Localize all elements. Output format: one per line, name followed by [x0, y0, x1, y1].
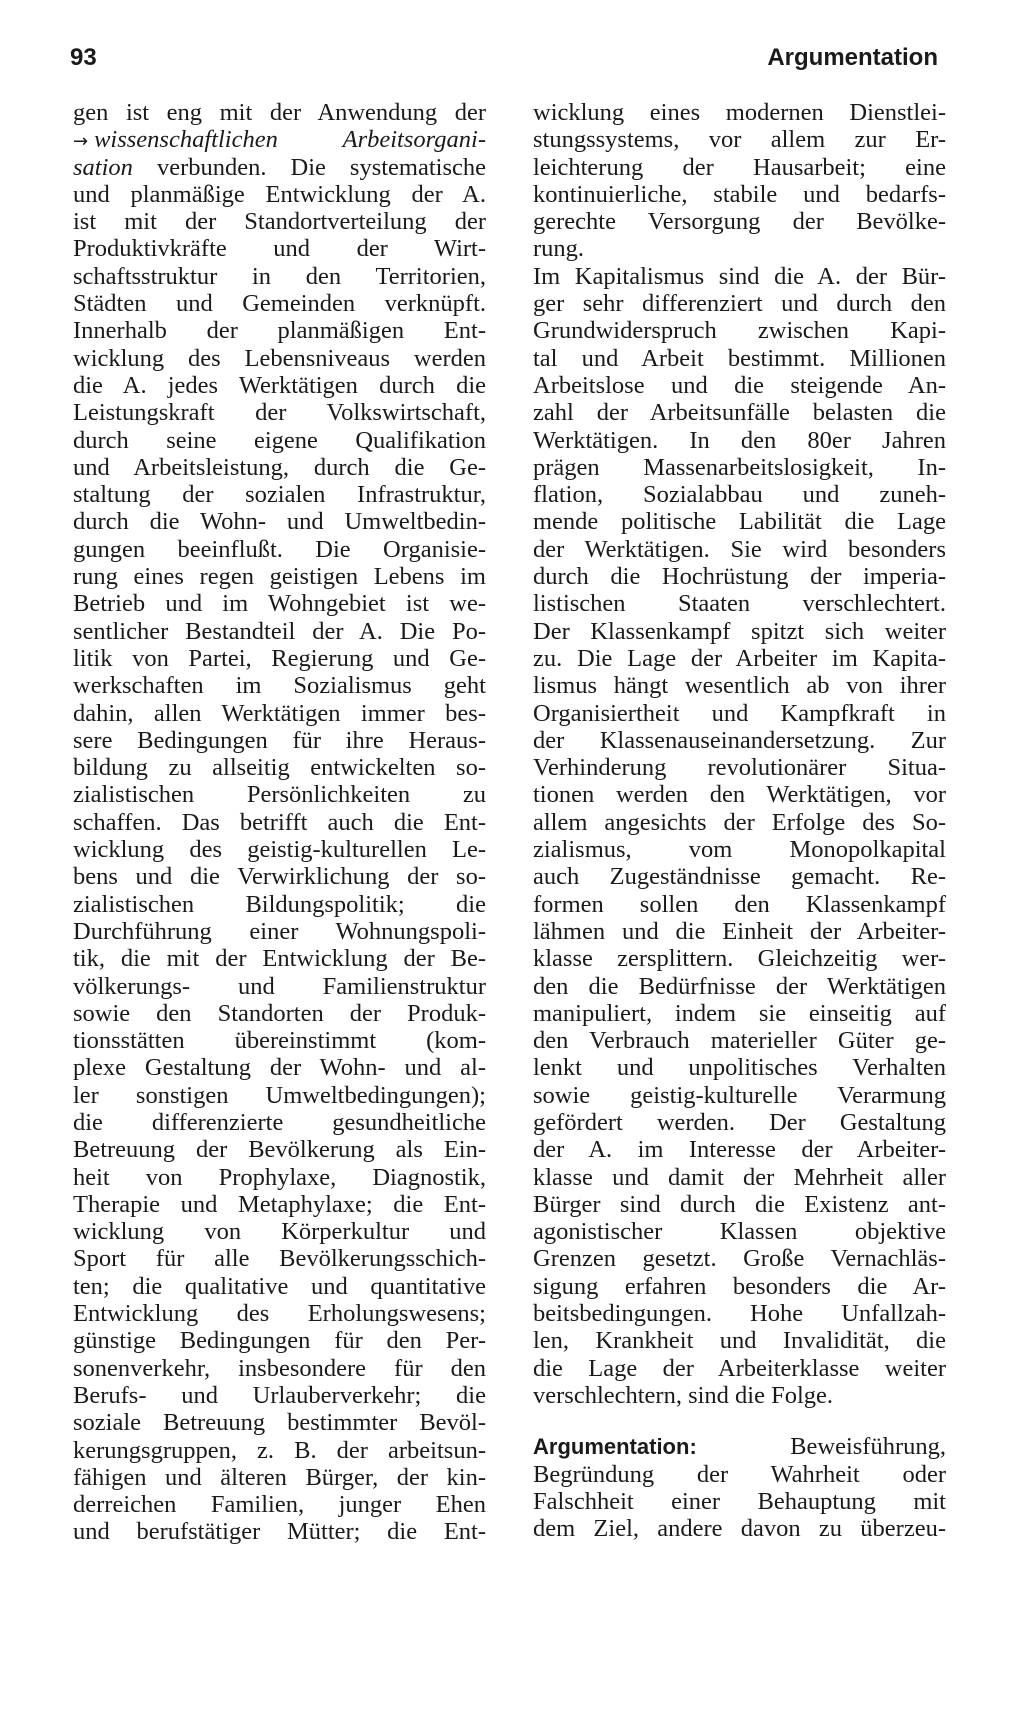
text-line: wicklung eines modernen Dienstlei- [533, 99, 946, 126]
left-column [73, 99, 486, 1546]
text-line: listischen Staaten verschlechtert. [533, 590, 946, 618]
text-line: günstige Bedingungen für den Per- [73, 1327, 486, 1355]
text-line: stungssystems, vor allem zur Er- [533, 126, 946, 154]
text-line: len, Krankheit und Invalidität, die [533, 1327, 946, 1355]
text-line: gerechte Versorgung der Bevölke- [533, 208, 946, 236]
text-line: zialistischen Bildungspolitik; die [73, 890, 486, 918]
text-line [73, 126, 486, 153]
cross-reference-link-cont[interactable]: sation [73, 153, 133, 181]
text-line: Falschheit einer Behauptung mit [533, 1487, 946, 1515]
text-line: flation, Sozialabbau und zuneh- [533, 481, 946, 509]
text-line: Betrieb und im Wohngebiet ist we- [73, 590, 486, 618]
text-line: ist mit der Standortverteilung der [73, 208, 486, 236]
text-line: dahin, allen Werktätigen immer bes- [73, 699, 486, 727]
text-line: staltung der sozialen Infrastruktur, [73, 481, 486, 509]
text-line: klasse und damit der Mehrheit aller [533, 1163, 946, 1191]
text-line: Verhinderung revolutionärer Situa- [533, 754, 946, 782]
text-line: agonistischer Klassen objektive [533, 1218, 946, 1246]
text-line: soziale Betreuung bestimmter Bevöl- [73, 1409, 486, 1437]
text-line: Berufs- und Urlauberverkehr; die [73, 1381, 486, 1409]
text-line: Bürger sind durch die Existenz ant- [533, 1190, 946, 1218]
text-line: werkschaften im Sozialismus geht [73, 672, 486, 700]
text-line: sigung erfahren besonders die Ar- [533, 1272, 946, 1300]
text-line: und Arbeitsleistung, durch die Ge- [73, 453, 486, 481]
text-line: zialismus, vom Monopolkapital [533, 836, 946, 864]
text-line: schaftsstruktur in den Territorien, [73, 262, 486, 290]
text-line: den Verbrauch materieller Güter ge- [533, 1027, 946, 1055]
text-line: allem angesichts der Erfolge des So- [533, 808, 946, 836]
text-line: sere Bedingungen für ihre Heraus- [73, 726, 486, 754]
text-line: auch Zugeständnisse gemacht. Re- [533, 863, 946, 891]
text-line: tionsstätten übereinstimmt (kom- [73, 1027, 486, 1055]
text-line: litik von Partei, Regierung und Ge- [73, 644, 486, 672]
text-line: sentlicher Bestandteil der A. Die Po- [73, 617, 486, 645]
text-line: wicklung des geistig-kulturellen Le- [73, 836, 486, 864]
text-line: heit von Prophylaxe, Diagnostik, [73, 1163, 486, 1191]
text-line: die Lage der Arbeiterklasse weiter [533, 1354, 946, 1382]
text-line: Betreuung der Bevölkerung als Ein- [73, 1136, 486, 1164]
text-line: Grenzen gesetzt. Große Vernachläs- [533, 1245, 946, 1273]
text-line: rung. [533, 235, 585, 263]
text-line: Sport für alle Bevölkerungsschich- [73, 1245, 486, 1273]
text-line: den die Bedürfnisse der Werktätigen [533, 972, 946, 1000]
text-line: Im Kapitalismus sind die A. der Bür- [533, 262, 946, 290]
text-line: tal und Arbeit bestimmt. Millionen [533, 344, 946, 372]
text-line: ger sehr differenziert und durch den [533, 290, 946, 318]
entry-first-line [533, 1433, 946, 1460]
text-fragment: Beweisführung, [696, 1433, 946, 1461]
text-line: gungen beeinflußt. Die Organisie- [73, 535, 486, 563]
text-line: und berufstätiger Mütter; die Ent- [73, 1518, 486, 1546]
page-header [70, 44, 938, 78]
text-line: sonenverkehr, insbesondere für den [73, 1354, 486, 1382]
text-line: dem Ziel, andere davon zu überzeu- [533, 1515, 946, 1543]
text-line: ler sonstigen Umweltbedingungen); [73, 1081, 486, 1109]
text-line: der A. im Interesse der Arbeiter- [533, 1136, 946, 1164]
cross-reference-link[interactable]: wissenschaftlichen Arbeitsorgani- [94, 126, 486, 154]
cross-reference-arrow-icon: → [73, 131, 89, 153]
text-line: ten; die qualitative und quantitative [73, 1272, 486, 1300]
text-line: sowie geistig-kulturelle Verarmung [533, 1081, 946, 1109]
text-line: rung eines regen geistigen Lebens im [73, 563, 486, 591]
text-line: Organisiertheit und Kampfkraft in [533, 699, 946, 727]
text-line: zialistischen Persönlichkeiten zu [73, 781, 486, 809]
text-line: lenkt und unpolitisches Verhalten [533, 1054, 946, 1082]
text-line: plexe Gestaltung der Wohn- und al- [73, 1054, 486, 1082]
text-line: beitsbedingungen. Hohe Unfallzah- [533, 1300, 946, 1328]
text-line: Der Klassenkampf spitzt sich weiter [533, 617, 946, 645]
text-line: der Werktätigen. Sie wird besonders [533, 535, 946, 563]
text-line: zahl der Arbeitsunfälle belasten die [533, 399, 946, 427]
text-line: Innerhalb der planmäßigen Ent- [73, 317, 486, 345]
text-line: verschlechtern, sind die Folge. [533, 1381, 834, 1409]
text-line: bildung zu allseitig entwickelten so- [73, 754, 486, 782]
text-line: Städten und Gemeinden verknüpft. [73, 290, 486, 318]
text-line: klasse zersplittern. Gleichzeitig wer- [533, 945, 946, 973]
text-line: leichterung der Hausarbeit; eine [533, 153, 946, 181]
text-line: Produktivkräfte und der Wirt- [73, 235, 486, 263]
text-line: formen sollen den Klassenkampf [533, 890, 946, 918]
text-line: Entwicklung des Erholungswesens; [73, 1300, 486, 1328]
text-line: bens und die Verwirklichung der so- [73, 863, 486, 891]
text-line: wicklung des Lebensniveaus werden [73, 344, 486, 372]
page-number: 93 [70, 44, 97, 71]
text-line: durch seine eigene Qualifikation [73, 426, 486, 454]
text-line: mende politische Labilität die Lage [533, 508, 946, 536]
text-line: durch die Wohn- und Umweltbedin- [73, 508, 486, 536]
text-line: schaffen. Das betrifft auch die Ent- [73, 808, 486, 836]
text-line: gefördert werden. Der Gestaltung [533, 1108, 946, 1136]
running-head: Argumentation [767, 44, 938, 71]
text-line: und planmäßige Entwicklung der A. [73, 180, 486, 208]
text-line: sowie den Standorten der Produk- [73, 999, 486, 1027]
text-line: zu. Die Lage der Arbeiter im Kapita- [533, 644, 946, 672]
text-line: wicklung von Körperkultur und [73, 1218, 486, 1246]
text-line: Leistungskraft der Volkswirtschaft, [73, 399, 486, 427]
text-line: lähmen und die Einheit der Arbeiter- [533, 917, 946, 945]
text-line: Begründung der Wahrheit oder [533, 1460, 946, 1488]
text-line: völkerungs- und Familienstruktur [73, 972, 486, 1000]
text-line: gen ist eng mit der Anwendung der [73, 99, 486, 126]
text-line: Therapie und Metaphylaxe; die Ent- [73, 1190, 486, 1218]
text-line: manipuliert, indem sie einseitig auf [533, 999, 946, 1027]
right-column [533, 99, 946, 1542]
text-line: Arbeitslose und die steigende An- [533, 371, 946, 399]
text-line: Werktätigen. In den 80er Jahren [533, 426, 946, 454]
text-line: kerungsgruppen, z. B. der arbeitsun- [73, 1436, 486, 1464]
text-fragment: verbunden. Die systematische [132, 153, 486, 181]
text-line: die differenzierte gesundheitliche [73, 1108, 486, 1136]
text-line: prägen Massenarbeitslosigkeit, In- [533, 453, 946, 481]
text-line [73, 154, 486, 181]
text-line: lismus hängt wesentlich ab von ihrer [533, 672, 946, 700]
text-line: tionen werden den Werktätigen, vor [533, 781, 946, 809]
text-line: Grundwiderspruch zwischen Kapi- [533, 317, 946, 345]
text-line: tik, die mit der Entwicklung der Be- [73, 945, 486, 973]
text-line: der Klassenauseinandersetzung. Zur [533, 726, 946, 754]
text-line: Durchführung einer Wohnungspoli- [73, 917, 486, 945]
text-line: fähigen und älteren Bürger, der kin- [73, 1463, 486, 1491]
entry-headword: Argumentation: [533, 1434, 697, 1460]
text-line: kontinuierliche, stabile und bedarfs- [533, 180, 946, 208]
text-line: die A. jedes Werktätigen durch die [73, 371, 486, 399]
text-line: durch die Hochrüstung der imperia- [533, 563, 946, 591]
entry-separator [533, 1409, 946, 1433]
text-line: derreichen Familien, junger Ehen [73, 1491, 486, 1519]
